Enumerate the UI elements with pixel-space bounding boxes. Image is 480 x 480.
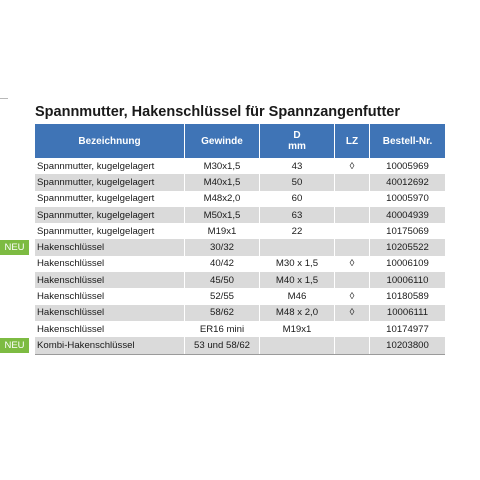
cell-gewinde: M50x1,5 <box>185 207 260 223</box>
cell-d: M46 <box>260 288 335 304</box>
cell-lz <box>335 337 370 353</box>
cell-bestell: 10175069 <box>386 225 429 237</box>
table-bottom-border <box>35 354 445 355</box>
table-header <box>35 124 445 158</box>
header-bestell-nr: Bestell-Nr. <box>382 135 433 147</box>
cell-bezeichnung: Spannmutter, kugelgelagert <box>35 191 185 207</box>
cell-gewinde: 58/62 <box>185 305 260 321</box>
new-badge: NEU <box>0 240 29 255</box>
cell-lz <box>335 239 370 255</box>
cell-d <box>260 337 335 353</box>
table-row <box>35 158 445 174</box>
cell-gewinde: 52/55 <box>185 288 260 304</box>
cell-d: M48 x 2,0 <box>260 305 335 321</box>
table-row <box>35 239 445 255</box>
cell-lz <box>335 272 370 288</box>
cell-gewinde: 53 und 58/62 <box>185 337 260 353</box>
cell-bestell: 10180589 <box>386 291 429 303</box>
cell-bestell: 10203800 <box>386 339 429 351</box>
cell-d: M30 x 1,5 <box>260 256 335 272</box>
cell-lz <box>335 207 370 223</box>
cell-bezeichnung: Kombi-Hakenschlüssel <box>35 337 185 353</box>
cell-gewinde: M48x2,0 <box>185 191 260 207</box>
table-row <box>35 174 445 190</box>
table-row <box>35 305 445 321</box>
new-badge: NEU <box>0 338 29 353</box>
cell-bezeichnung: Hakenschlüssel <box>35 239 185 255</box>
cell-gewinde: 45/50 <box>185 272 260 288</box>
cell-d <box>260 239 335 255</box>
cell-d: 22 <box>260 223 335 239</box>
cell-lz <box>335 174 370 190</box>
table-row <box>35 337 445 353</box>
cell-bestell: 10005969 <box>386 160 429 172</box>
cell-bestell: 10174977 <box>386 323 429 335</box>
cell-bestell: 10006111 <box>386 307 429 319</box>
table-row <box>35 191 445 207</box>
cell-bezeichnung: Hakenschlüssel <box>35 288 185 304</box>
cell-d: 43 <box>260 158 335 174</box>
cell-lz: ◊ <box>335 305 370 321</box>
cell-lz: ◊ <box>335 288 370 304</box>
product-table <box>35 124 445 354</box>
cell-bezeichnung: Hakenschlüssel <box>35 305 185 321</box>
header-bezeichnung: Bezeichnung <box>35 124 185 158</box>
cell-lz <box>335 191 370 207</box>
cell-gewinde: ER16 mini <box>185 321 260 337</box>
cell-gewinde: M30x1,5 <box>185 158 260 174</box>
cell-bestell: 10005970 <box>386 193 429 205</box>
cell-lz <box>335 223 370 239</box>
table-row <box>35 207 445 223</box>
table-row <box>35 321 445 337</box>
cell-d: 63 <box>260 207 335 223</box>
cell-gewinde: M40x1,5 <box>185 174 260 190</box>
cell-d: M40 x 1,5 <box>260 272 335 288</box>
cell-bestell: 10006109 <box>386 258 429 270</box>
header-d-label: D <box>293 130 301 141</box>
cell-gewinde: 40/42 <box>185 256 260 272</box>
cell-d: 50 <box>260 174 335 190</box>
cell-bezeichnung: Spannmutter, kugelgelagert <box>35 223 185 239</box>
cell-bezeichnung: Hakenschlüssel <box>35 272 185 288</box>
header-lz: LZ <box>335 124 370 158</box>
table-row <box>35 288 445 304</box>
cell-gewinde: M19x1 <box>185 223 260 239</box>
cell-lz: ◊ <box>335 158 370 174</box>
cell-lz <box>335 321 370 337</box>
header-d-unit: mm <box>288 141 306 152</box>
cell-bestell: 40004939 <box>386 209 429 221</box>
cell-bezeichnung: Spannmutter, kugelgelagert <box>35 174 185 190</box>
table-row <box>35 256 445 272</box>
cell-bezeichnung: Spannmutter, kugelgelagert <box>35 158 185 174</box>
cell-gewinde: 30/32 <box>185 239 260 255</box>
header-gewinde: Gewinde <box>185 124 260 158</box>
table-body <box>35 158 445 354</box>
left-divider <box>0 98 8 99</box>
cell-lz: ◊ <box>335 256 370 272</box>
cell-d: M19x1 <box>260 321 335 337</box>
cell-bezeichnung: Spannmutter, kugelgelagert <box>35 207 185 223</box>
cell-bezeichnung: Hakenschlüssel <box>35 256 185 272</box>
cell-bestell: 40012692 <box>386 176 429 188</box>
cell-bestell: 10205522 <box>386 242 429 254</box>
table-row <box>35 223 445 239</box>
header-d <box>260 124 335 158</box>
table-row <box>35 272 445 288</box>
cell-bezeichnung: Hakenschlüssel <box>35 321 185 337</box>
page-title: Spannmutter, Hakenschlüssel für Spannzangenfutter <box>35 104 400 120</box>
cell-d: 60 <box>260 191 335 207</box>
cell-bestell: 10006110 <box>386 274 429 286</box>
